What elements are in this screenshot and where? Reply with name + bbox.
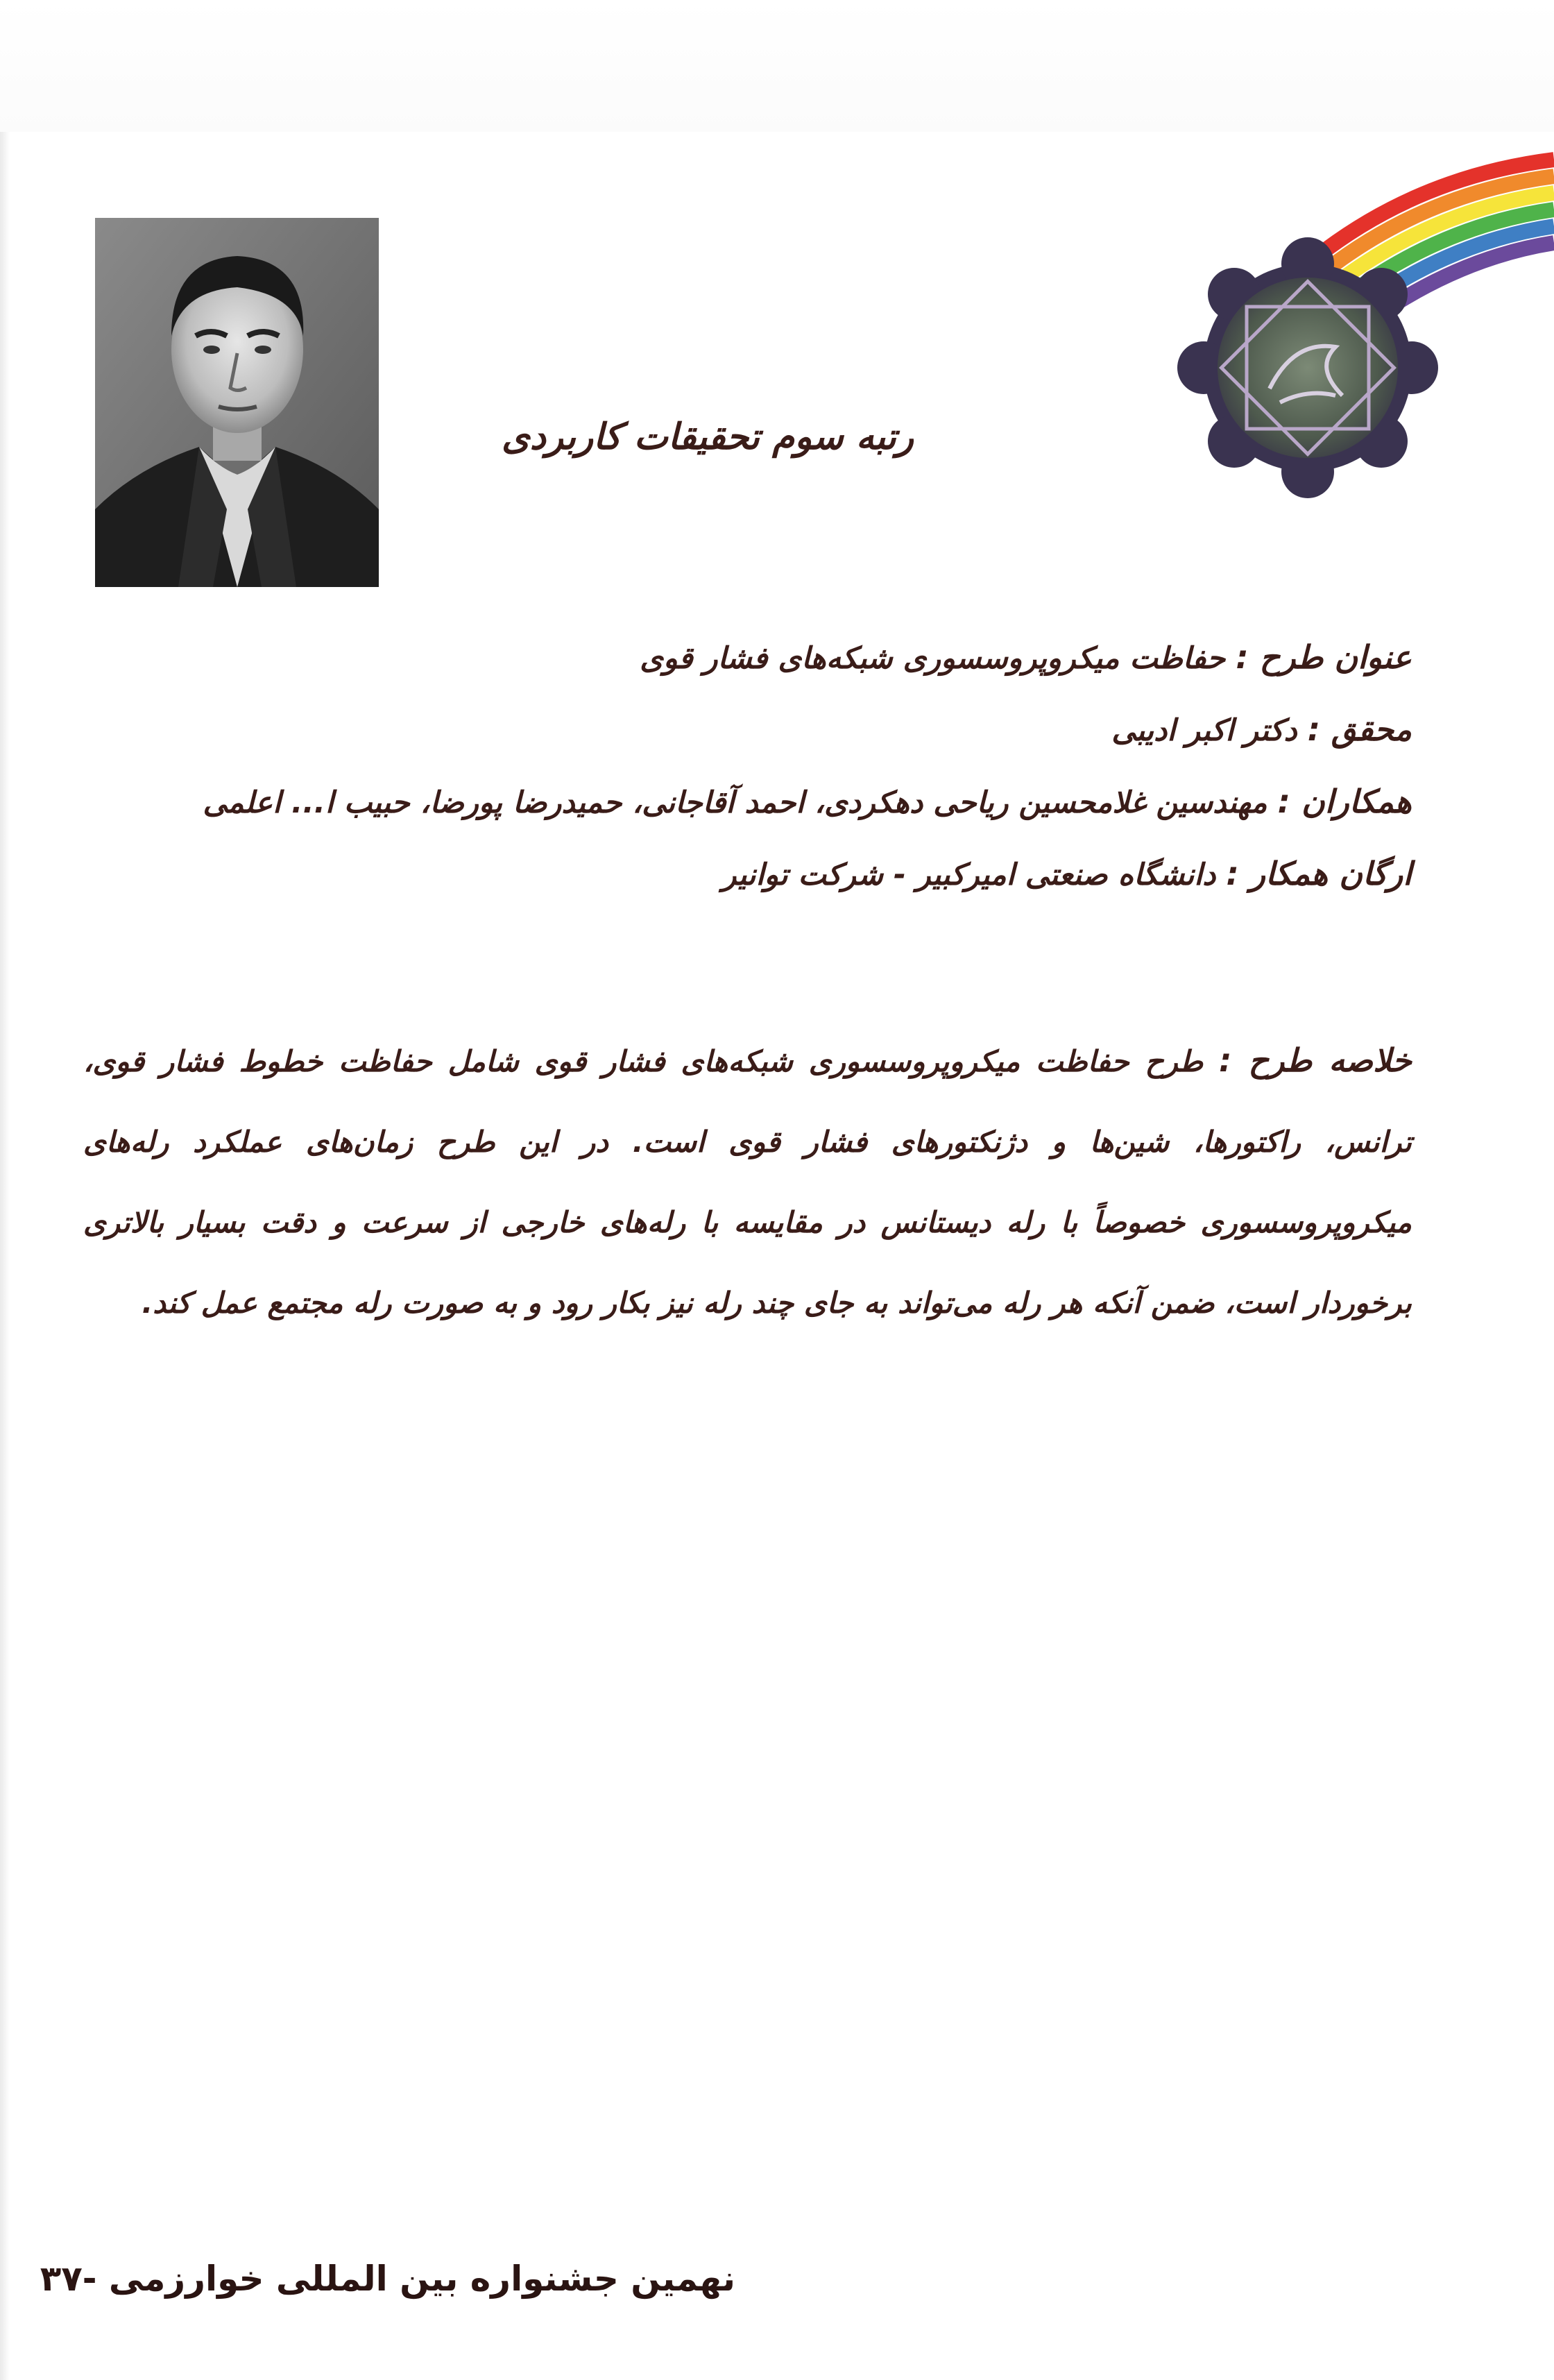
collaborators-line <box>83 783 1412 855</box>
researcher-value: دکتر اکبر ادیبی <box>1111 713 1297 748</box>
project-info <box>83 638 1412 927</box>
organization-value: دانشگاه صنعتی امیرکبیر - شرکت توانیر <box>722 858 1216 892</box>
researcher-line <box>83 711 1412 783</box>
summary-label: خلاصه طرح : <box>1218 1042 1412 1079</box>
rank-heading: رتبه سوم تحقیقات کاربردی <box>502 416 914 458</box>
portrait-photo <box>95 218 379 587</box>
project-title-line <box>83 638 1412 711</box>
summary-text: طرح حفاظت میکروپروسسوری شبکه‌های فشار قوی شامل حفاظت خطوط فشار قوی، ترانس، راکتورها، شین‌ها و دژنکتورهای فشار قوی است. در این طرح زمان‌های عملکرد رله‌های میکروپروسسوری خصوصاً با رله دیستانس در مقایسه با رله‌های خارجی از سرعت و دقت بسیار بالاتری برخوردار است، ضمن آنکه هر رله می‌تواند به جای چند رله نیز بکار رود و به صورت رله مجتمع عمل کند. <box>83 1044 1412 1320</box>
collaborators-label: همکاران : <box>1277 783 1412 820</box>
page-footer: نهمین جشنواره بین المللی خوارزمی -۳۷ <box>40 2259 735 2299</box>
researcher-label: محقق : <box>1307 711 1412 748</box>
page-top-margin <box>0 0 1554 132</box>
project-title-label: عنوان طرح : <box>1236 638 1412 676</box>
organization-line <box>83 855 1412 927</box>
festival-emblem-icon <box>1166 139 1554 527</box>
project-summary <box>83 1020 1412 1343</box>
organization-label: ارگان همکار : <box>1226 855 1412 892</box>
page-left-edge <box>0 132 10 2380</box>
collaborators-value: مهندسین غلامحسین ریاحی دهکردی، احمد آقاجانی، حمیدرضا پورضا، حبیب ا... اعلمی <box>203 785 1267 820</box>
project-title-value: حفاظت میکروپروسسوری شبکه‌های فشار قوی <box>640 641 1226 676</box>
summary-paragraph <box>83 1020 1412 1343</box>
